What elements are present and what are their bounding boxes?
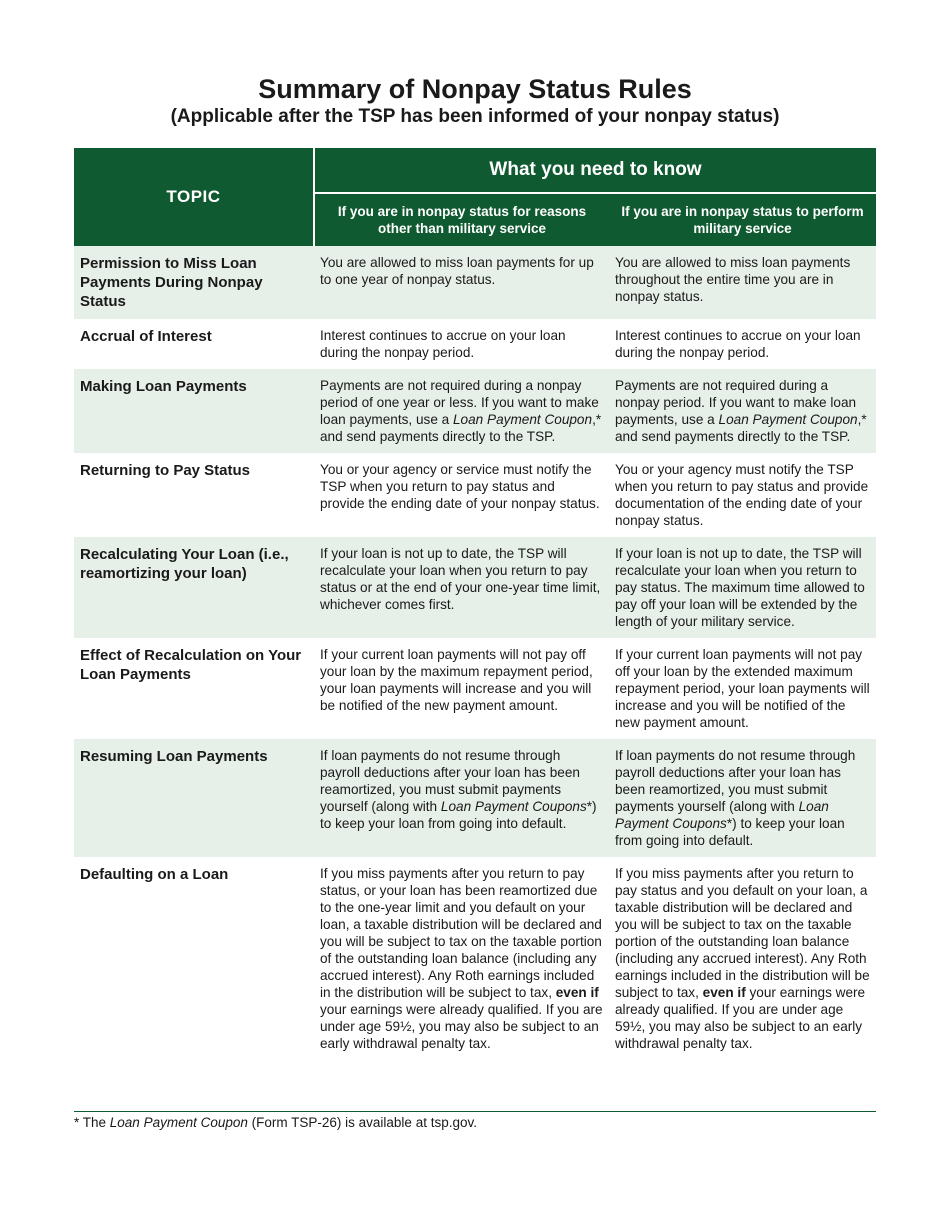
form-name-italic: Loan Payment Coupons xyxy=(440,799,587,814)
table-row xyxy=(74,319,876,369)
cell-text: your earnings were already qualified. If you are under age 59½, you may also be subject to an early withdrawal penalty tax. xyxy=(615,985,866,1051)
cell-text: ,* and send payments directly to the TSP. xyxy=(320,412,602,444)
non-military-cell: If your loan is not up to date, the TSP will recalculate your loan when you return to pay status or at the end of your one-year time limit, whichever comes first. xyxy=(314,537,609,638)
emphasis-bold: even if xyxy=(555,985,599,1000)
what-you-need-to-know-header: What you need to know xyxy=(314,148,876,193)
topic-cell: Resuming Loan Payments xyxy=(74,739,314,857)
cell-text: If you miss payments after you return to pay status and you default on your loan, a taxable distribution will be declared and you will be subject to tax on the taxable portion of the outstanding loan balance (including any accrued interest). Any Roth earnings included in the distribution will be subject to tax, xyxy=(615,866,870,1000)
emphasis-bold: even if xyxy=(702,985,746,1000)
page-title: Summary of Nonpay Status Rules xyxy=(258,74,692,104)
military-cell xyxy=(609,369,876,453)
non-military-cell xyxy=(314,857,609,1060)
military-cell: If your loan is not up to date, the TSP will recalculate your loan when you return to pay status. The maximum time allowed to pay off your loan will be extended by the length of your military service. xyxy=(609,537,876,638)
topic-cell: Permission to Miss Loan Payments During Nonpay Status xyxy=(74,246,314,319)
footnote-divider xyxy=(74,1111,876,1112)
military-cell: You or your agency must notify the TSP when you return to pay status and provide documentation of the ending date of your nonpay status. xyxy=(615,462,869,528)
cell-text: your earnings were already qualified. If you are under age 59½, you may also be subject to an early withdrawal penalty tax. xyxy=(320,1002,603,1051)
topic-cell: Returning to Pay Status xyxy=(80,462,251,479)
non-military-cell xyxy=(314,739,609,857)
cell-text: *) to keep your loan from going into default. xyxy=(320,799,597,831)
military-column-header: If you are in nonpay status to perform military service xyxy=(609,193,876,246)
non-military-cell: You are allowed to miss loan payments for up to one year of nonpay status. xyxy=(314,246,609,319)
non-military-cell: If your current loan payments will not pay off your loan by the maximum repayment period, your loan payments will increase and you will be notified of the new payment amount. xyxy=(320,647,593,713)
table-row xyxy=(74,369,876,453)
military-cell: Interest continues to accrue on your loan during the nonpay period. xyxy=(615,328,861,360)
cell-text: ,* and send payments directly to the TSP. xyxy=(615,412,867,444)
form-name-italic: Loan Payment Coupon xyxy=(718,412,858,427)
topic-cell: Making Loan Payments xyxy=(74,369,314,453)
form-name-italic: Loan Payment Coupons xyxy=(615,799,829,831)
cell-text: Payments are not required during a nonpay period of one year or less. If you want to make loan payments, use a xyxy=(320,378,599,427)
non-military-cell: You or your agency or service must notify the TSP when you return to pay status and provide the ending date of your nonpay status. xyxy=(320,462,600,511)
table-row xyxy=(74,246,876,319)
topic-cell: Effect of Recalculation on Your Loan Payments xyxy=(80,647,302,683)
cell-text: If loan payments do not resume through payroll deductions after your loan has been reamortized, you must submit payments yourself (along with xyxy=(615,748,856,814)
footnote-text: * The xyxy=(74,1115,110,1130)
military-cell xyxy=(609,739,876,857)
cell-text: If you miss payments after you return to pay status, or your loan has been reamortized due to the one-year limit and you default on your loan, a taxable distribution will be declared and you will be subject to tax on the taxable portion of the outstanding loan balance (including any accrued interest). Any Roth earnings included in the distribution will be subject to tax, xyxy=(320,866,602,1000)
military-cell: If your current loan payments will not pay off your loan by the extended maximum repayment period, your loan payments will increase and you will be notified of the new payment amount. xyxy=(615,647,870,730)
table-row xyxy=(74,453,876,537)
topic-cell: Defaulting on a Loan xyxy=(80,866,229,883)
non-military-column-header: If you are in nonpay status for reasons other than military service xyxy=(314,193,609,246)
topic-cell: Accrual of Interest xyxy=(80,328,212,345)
cell-text: If loan payments do not resume through payroll deductions after your loan has been reamortized, you must submit payments yourself (along with xyxy=(320,748,580,814)
cell-text: *) to keep your loan from going into default. xyxy=(615,816,845,848)
military-cell: You are allowed to miss loan payments throughout the entire time you are in nonpay status. xyxy=(609,246,876,319)
nonpay-rules-table xyxy=(74,148,876,1060)
non-military-cell xyxy=(314,369,609,453)
topic-column-header: TOPIC xyxy=(74,148,314,246)
cell-text: Payments are not required during a nonpay period. If you want to make loan payments, use a xyxy=(615,378,857,427)
table-row xyxy=(74,857,876,1060)
topic-cell: Recalculating Your Loan (i.e., reamortizing your loan) xyxy=(74,537,314,638)
page-subtitle: (Applicable after the TSP has been informed of your nonpay status) xyxy=(170,106,780,127)
footnote-form-name: Loan Payment Coupon xyxy=(109,1115,248,1130)
footnote-text: (Form TSP-26) is available at tsp.gov. xyxy=(247,1115,477,1130)
non-military-cell: Interest continues to accrue on your loan during the nonpay period. xyxy=(320,328,566,360)
military-cell xyxy=(609,857,876,1060)
table-row xyxy=(74,537,876,638)
footnote xyxy=(74,1114,477,1131)
table-row xyxy=(74,638,876,739)
table-row xyxy=(74,739,876,857)
form-name-italic: Loan Payment Coupon xyxy=(453,412,593,427)
